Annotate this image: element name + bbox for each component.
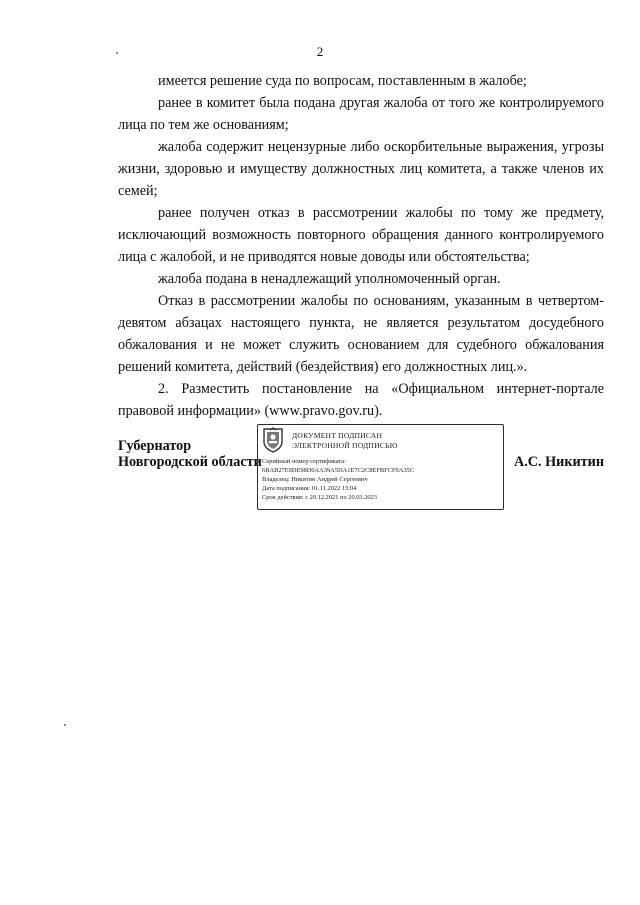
scan-speck-bottom (64, 724, 66, 726)
paragraph: 2. Разместить постановление на «Официальном интернет-портале правовой информации» (www.pravo.gov.ru). (118, 381, 604, 419)
paragraph: ранее получен отказ в рассмотрении жалобы по тому же предмету, исключающий возможность повторного обращения данного контролируемого лица с жалобой, и не приводятся новые доводы или обстоятельства; (118, 205, 604, 265)
stamp-header (262, 427, 499, 457)
stamp-details (262, 457, 499, 502)
stamp-title-line1: ДОКУМЕНТ ПОДПИСАН (292, 431, 383, 440)
paragraph: ранее в комитет была подана другая жалоба от того же контролируемого лица по тем же основаниям; (118, 95, 604, 133)
signer-position (118, 438, 262, 470)
certificate-serial-label: Серийный номер сертификата: (262, 458, 346, 465)
signer-position-line1: Губернатор (118, 438, 192, 454)
stamp-title (292, 431, 398, 451)
paragraph: Отказ в рассмотрении жалобы по основаниям, указанным в четвертом-девятом абзацах настоящего пункта, не является результатом досудебного обжалования и не может служить основанием для судебного обжалования решений комитета, действий (бездействия) его должностных лиц.». (118, 293, 604, 375)
document-body (118, 70, 604, 422)
signer-name: А.С. Никитин (513, 454, 604, 470)
coat-of-arms-icon (262, 427, 284, 453)
page-number: 2 (316, 44, 324, 59)
certificate-validity: Срок действия: с 20.12.2021 по 20.03.2023 (262, 494, 378, 501)
stamp-title-line2: ЭЛЕКТРОННОЙ ПОДПИСЬЮ (292, 441, 398, 450)
paragraph: имеется решение суда по вопросам, поставленным в жалобе; (158, 73, 527, 89)
paragraph: жалоба содержит нецензурные либо оскорбительные выражения, угрозы жизни, здоровью и имуществу должностных лиц комитета, а также членов их семей; (118, 139, 604, 199)
electronic-signature-stamp (257, 424, 504, 510)
certificate-serial-value: 6BAB27E9DE98D0AA39A5DA1E7C2C8EFBFCF0A35C (262, 467, 414, 474)
paragraph: жалоба подана в ненадлежащий уполномоченный орган. (158, 271, 501, 287)
signing-date: Дата подписания: 01.11.2022 15:04 (262, 485, 357, 492)
signer-position-line2: Новгородской области (118, 454, 262, 470)
certificate-owner: Владелец: Никитин Андрей Сергеевич (262, 476, 368, 483)
signature-block (118, 424, 604, 514)
